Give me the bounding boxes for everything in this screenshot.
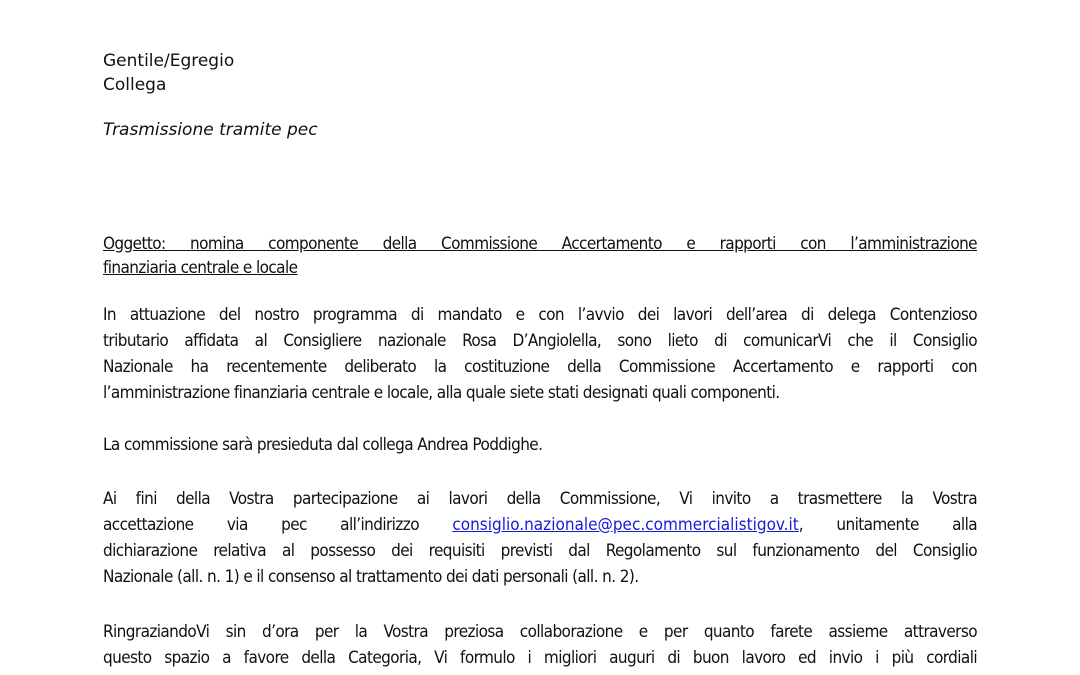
paragraph-acceptance — [103, 486, 977, 590]
transmission-note: Trasmissione tramite pec — [103, 120, 318, 140]
paragraph-intro — [103, 302, 977, 406]
paragraph-line: Nazionale (all. n. 1) e il consenso al trattamento dei dati personali (all. n. 2). — [103, 567, 639, 587]
subject-line-1: Oggetto: nomina componente della Commissione Accertamento e rapporti con l’amministrazione — [103, 234, 977, 254]
paragraph-line: Nazionale ha recentemente deliberato la costituzione della Commissione Accertamento e rapporti con — [103, 357, 977, 377]
paragraph-line: l’amministrazione finanziaria centrale e locale, alla quale siete stati designati quali componenti. — [103, 383, 780, 403]
subject-line — [103, 233, 977, 280]
subject-line-2: finanziaria centrale e locale — [103, 257, 298, 278]
paragraph-line: dichiarazione relativa al possesso dei requisiti previsti dal Regolamento sul funzionamento del Consiglio — [103, 541, 977, 561]
paragraph-line: questo spazio a favore della Categoria, Vi formulo i migliori auguri di buon lavoro ed invio i più cordiali — [103, 648, 977, 668]
recipient-block — [103, 50, 977, 97]
paragraph-line-with-email — [103, 512, 977, 538]
email-link[interactable]: consiglio.nazionale@pec.commercialistigov.it — [452, 515, 799, 535]
paragraph-text: , unitamente alla — [798, 515, 977, 535]
recipient-line-2: Collega — [103, 74, 167, 95]
paragraph-closing — [103, 619, 977, 671]
recipient-line-1: Gentile/Egregio — [103, 51, 235, 71]
paragraph-line: In attuazione del nostro programma di mandato e con l’avvio dei lavori dell’area di delega Contenzioso — [103, 305, 977, 325]
paragraph-text: accettazione via pec all’indirizzo — [103, 515, 419, 535]
paragraph-line: Ai fini della Vostra partecipazione ai lavori della Commissione, Vi invito a trasmettere la Vostra — [103, 489, 977, 509]
paragraph-line: tributario affidata al Consigliere nazionale Rosa D’Angiolella, sono lieto di comunicarVi che il Consiglio — [103, 331, 977, 351]
paragraph-chair: La commissione sarà presieduta dal collega Andrea Poddighe. — [103, 435, 543, 455]
paragraph-line: RingraziandoVi sin d’ora per la Vostra preziosa collaborazione e per quanto farete assieme attraverso — [103, 622, 977, 642]
